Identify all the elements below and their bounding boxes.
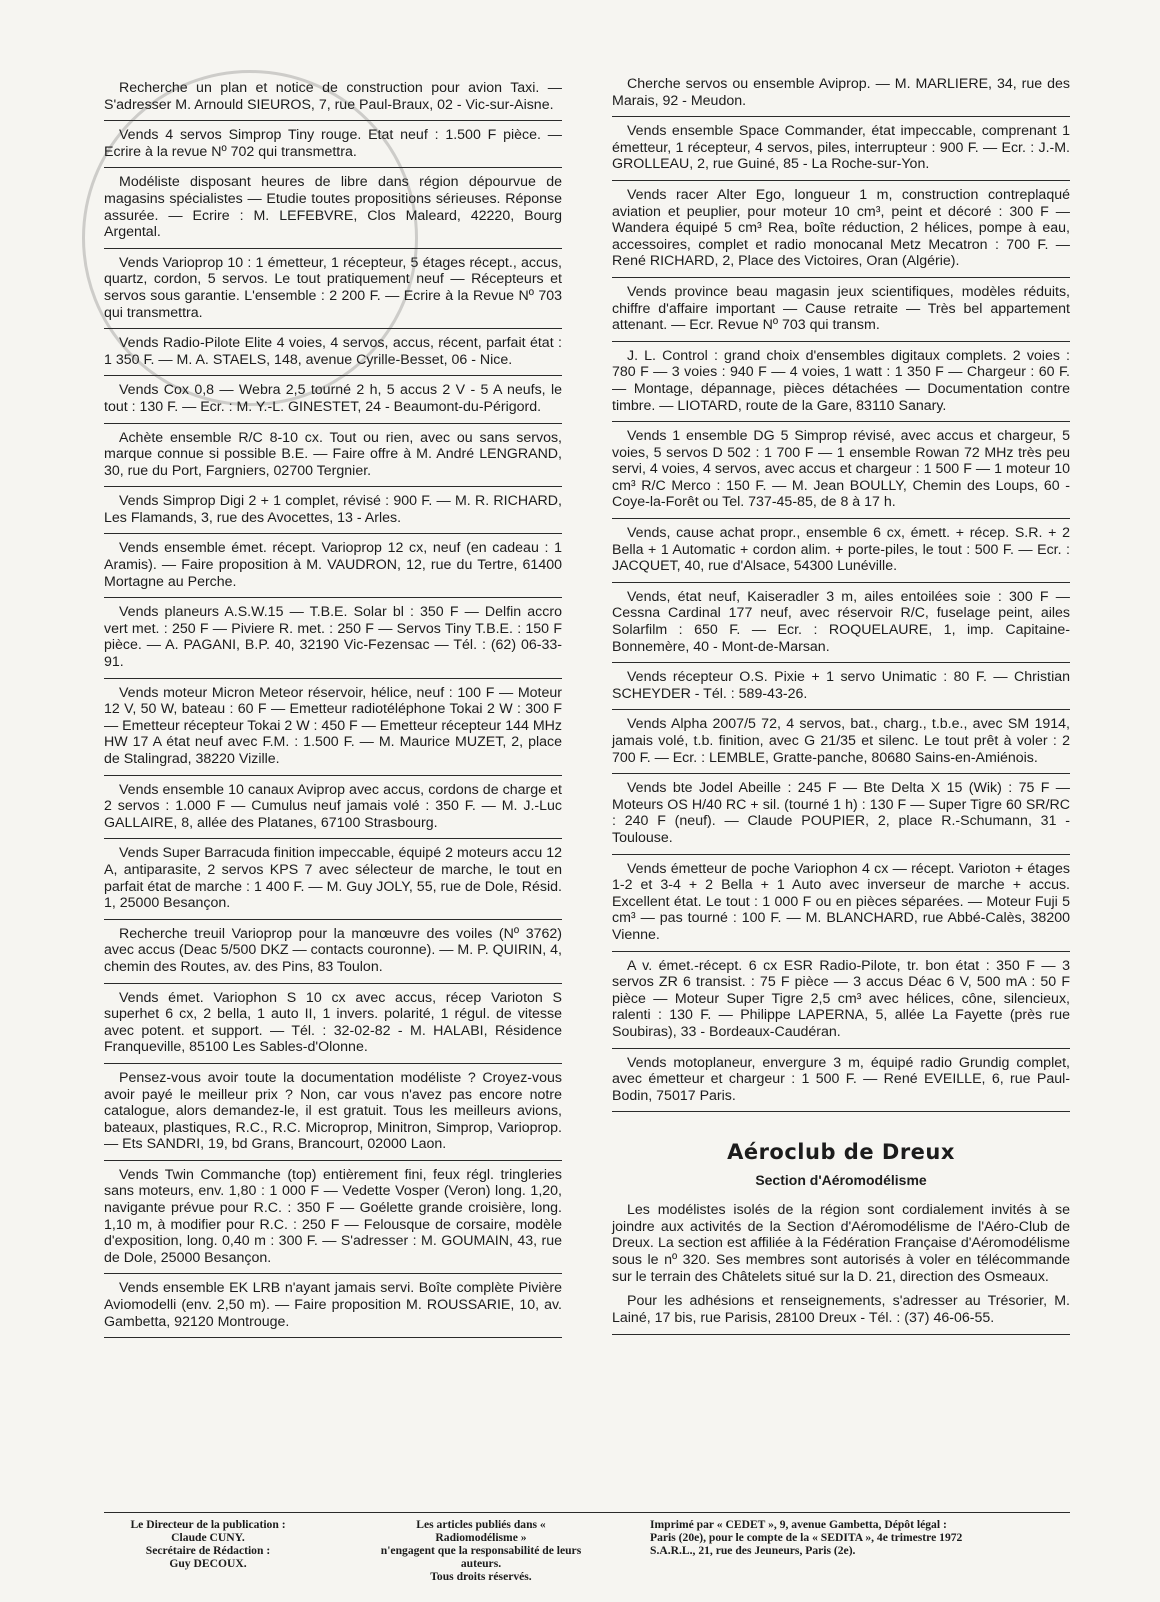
classified-ad: Vends ensemble émet. récept. Varioprop 12 cx, neuf (en cadeau : 1 Aramis). — Faire proposition à M. VAUDRON, 12, rue du Tertre, 61400 Mortagne au Perche. — [104, 534, 562, 598]
classified-ad: Vends émet. Variophon S 10 cx avec accus, récep Varioton S superhet 6 cx, 2 bella, 1 auto II, 1 invers. polarité, 1 régul. de vitesse avec potent. et support. — Tél. : 32-02-82 - M. HALABI, Résidence Franqueville, 85100 Les Sables-d'Olonne. — [104, 984, 562, 1064]
classified-ad: Vends ensemble Space Commander, état impeccable, comprenant 1 émetteur, 1 récepteur, 4 servos, piles, interrupteur : 900 F. — Ecr. : J.-M. GROLLEAU, 2, rue Guiné, 85 - La Roche-sur-Yon. — [612, 117, 1070, 181]
footer-printer: Imprimé par « CEDET », 9, avenue Gambetta, Dépôt légal : Paris (20e), pour le compte de la « SEDITA », 4e trimestre 1972 S.A.R.L., 21, rue des Jeuneurs, Paris (2e). — [650, 1518, 963, 1557]
left-column — [104, 70, 562, 1338]
aeroclub-title: Aéroclub de Dreux — [727, 1140, 955, 1165]
classified-ad: Vends ensemble EK LRB n'ayant jamais servi. Boîte complète Pivière Aviomodelli (env. 2,50 m). — Faire proposition M. ROUSSARIE, 10, av. Gambetta, 92120 Montrouge. — [104, 1274, 562, 1338]
page-footer — [104, 1518, 1070, 1583]
classified-ad: Vends racer Alter Ego, longueur 1 m, construction contreplaqué aviation et peuplier, pour moteur 10 cm³, peint et décoré : 300 F — Wandera équipé 5 cm³ Rea, boîte réduction, 2 hélices, pompe à eau, accessoires, complet et radio monocanal Metz Mecatron : 700 F. — René RICHARD, 2, Place des Victoires, Oran (Algérie). — [612, 181, 1070, 278]
footer-director: Le Directeur de la publication : Claude CUNY. Secrétaire de Rédaction : Guy DECOUX. — [130, 1518, 286, 1570]
classified-ad: Vends Twin Commanche (top) entièrement fini, feux régl. tringleries sans moteurs, env. 1,80 : 1 000 F — Vedette Vosper (Veron) long. 1,20, navigante prévue pour R.C. : 350 F — Goélette grande croisière, long. 1,10 m, à modifier pour R.C. : 250 F — Felousque de corsaire, modèle d'exposition, long. 0,40 m : 300 F. — S'adresser : M. GOUMAIN, 43, rue de Dole, 25000 Besançon. — [104, 1161, 562, 1275]
classified-ad: Vends 4 servos Simprop Tiny rouge. Etat neuf : 1.500 F pièce. — Ecrire à la revue Nº 702 qui transmettra. — [104, 121, 562, 168]
classified-ad: Vends moteur Micron Meteor réservoir, hélice, neuf : 100 F — Moteur 12 V, 50 W, bateau : 60 F — Emetteur radiotéléphone Tokai 2 W : 300 F — Emetteur récepteur Tokai 2 W : 450 F — Emetteur récepteur 144 MHz HW 17 A état neuf avec F.M. : 1.500 F. — M. Maurice MUZET, 2, place de Stalingrad, 38220 Vizille. — [104, 679, 562, 776]
classified-ad: A v. émet.-récept. 6 cx ESR Radio-Pilote, tr. bon état : 350 F — 3 servos ZR 6 transist. : 75 F pièce — 3 accus Déac 6 V, 500 mA : 50 F pièce — Moteur Super Tigre 2,5 cm³ avec hélices, cône, silencieux, ralenti : 130 F. — Philippe LAPERNA, 5, allée La Fayette (près rue Soubiras), 33 - Bordeaux-Caudéran. — [612, 952, 1070, 1049]
classified-ad: Vends récepteur O.S. Pixie + 1 servo Unimatic : 80 F. — Christian SCHEYDER - Tél. : 589-43-26. — [612, 663, 1070, 710]
classified-ad: Vends Varioprop 10 : 1 émetteur, 1 récepteur, 5 étages récept., accus, quartz, cordon, 5 servos. Le tout pratiquement neuf — Récepteurs et servos sous garantie. L'ensemble : 2 200 F. — Ecrire à la Revue Nº 703 qui transmettra. — [104, 249, 562, 329]
classified-ad: Recherche un plan et notice de construction pour avion Taxi. — S'adresser M. Arnould SIEUROS, 7, rue Paul-Braux, 02 - Vic-sur-Aisne. — [104, 70, 562, 121]
footer-rights: Les articles publiés dans « Radiomodélisme » n'engagent que la responsabilité de leurs auteurs. Tous droits réservés. — [380, 1518, 582, 1583]
classified-ad: Achète ensemble R/C 8-10 cx. Tout ou rien, avec ou sans servos, marque connue si possible B.E. — Faire offre à M. André LENGRAND, 30, rue du Port, Fargniers, 02700 Tergnier. — [104, 424, 562, 488]
classified-ad: Vends Simprop Digi 2 + 1 complet, révisé : 900 F. — M. R. RICHARD, Les Flamands, 3, rue des Avocettes, 13 - Arles. — [104, 487, 562, 534]
classified-ad: Vends bte Jodel Abeille : 245 F — Bte Delta X 15 (Wik) : 75 F — Moteurs OS H/40 RC + sil. (tourné 1 h) : 130 F — Super Tigre 60 SR/RC : 240 F (neuf). — Claude POUPIER, 2, place R.-Schumann, 31 - Toulouse. — [612, 774, 1070, 854]
classified-ad: Vends Cox 0,8 — Webra 2,5 tourné 2 h, 5 accus 2 V - 5 A neufs, le tout : 130 F. — Ecr. : M. Y.-L. GINESTET, 24 - Beaumont-du-Périgord. — [104, 376, 562, 423]
classified-ad: Recherche treuil Varioprop pour la manœuvre des voiles (Nº 3762) avec accus (Deac 5/500 DKZ — contacts couronne). — M. P. QUIRIN, 4, chemin des Routes, av. des Pins, 83 Toulon. — [104, 920, 562, 984]
classified-ad: Pensez-vous avoir toute la documentation modéliste ? Croyez-vous avoir payé le meilleur prix ? Non, car vous n'avez pas encore notre catalogue, alors demandez-le, il est gratuit. Tous les meilleurs avions, bateaux, plastiques, R.C., R.C. Microprop, Minitron, Simprop, Varioprop. — Ets SANDRI, 19, bd Grans, Brancourt, 02000 Laon. — [104, 1064, 562, 1161]
classified-ad: Modéliste disposant heures de libre dans région dépourvue de magasins spécialistes — Etudie toutes propositions sérieuses. Réponse assurée. — Ecrire : M. LEFEBVRE, Clos Maleard, 42220, Bourg Argental. — [104, 168, 562, 248]
classified-ad: Vends 1 ensemble DG 5 Simprop révisé, avec accus et chargeur, 5 voies, 5 servos D 502 : 1 700 F — 1 ensemble Rowan 72 MHz très peu servi, 4 voies, 4 servos, avec accus et chargeur : 1 500 F — 1 moteur 10 cm³ R/C Merco : 150 F. — M. Jean BOULLY, Chemin des Loups, 60 - Coye-la-Forêt ou Tel. 737-45-85, de 8 à 17 h. — [612, 422, 1070, 519]
right-column — [612, 70, 1070, 1335]
classified-ad: Vends motoplaneur, envergure 3 m, équipé radio Grundig complet, avec émetteur et chargeur : 1 500 F. — René EVEILLE, 6, rue Paul-Bodin, 75017 Paris. — [612, 1049, 1070, 1113]
divider — [612, 1334, 1070, 1335]
classified-ad: Vends émetteur de poche Variophon 4 cx — récept. Varioton + étages 1-2 et 3-4 + 2 Bella + 1 Auto avec inverseur de marche + accus. Excellent état. Le tout : 1 000 F ou en pièces séparées. — Moteur Fuji 5 cm³ — pas tourné : 100 F. — M. BLANCHARD, rue Abbé-Calès, 38200 Vienne. — [612, 855, 1070, 952]
aeroclub-section — [612, 1140, 1070, 1335]
aeroclub-subtitle: Section d'Aéromodélisme — [755, 1172, 927, 1189]
classified-ad: Vends, état neuf, Kaiseradler 3 m, ailes entoilées soie : 300 F — Cessna Cardinal 177 neuf, avec réservoir R/C, fuselage peint, ailes Solarfilm : 650 F. — Ecr. : ROQUELAURE, 1, imp. Capitaine-Bonnemère, 40 - Mont-de-Marsan. — [612, 583, 1070, 663]
classified-ad: Cherche servos ou ensemble Aviprop. — M. MARLIERE, 34, rue des Marais, 92 - Meudon. — [612, 70, 1070, 117]
classified-ad: Vends ensemble 10 canaux Aviprop avec accus, cordons de charge et 2 servos : 1.000 F — Cumulus neuf jamais volé : 350 F. — M. J.-Luc GALLAIRE, 8, allée des Platanes, 67100 Strasbourg. — [104, 776, 562, 840]
classified-ad: J. L. Control : grand choix d'ensembles digitaux complets. 2 voies : 780 F — 3 voies : 940 F — 4 voies, 1 watt : 1 350 F — Chargeur : 60 F. — Montage, dépannage, pièces détachées — Documentation contre timbre. — LIOTARD, route de la Gare, 83110 Sanary. — [612, 342, 1070, 422]
classified-ad: Vends planeurs A.S.W.15 — T.B.E. Solar bl : 350 F — Delfin accro vert met. : 250 F — Piviere R. met. : 250 F — Servos Tiny T.B.E. : 150 F pièce. — A. PAGANI, B.P. 40, 32190 Vic-Fezensac — Tél. : (62) 06-33-91. — [104, 598, 562, 678]
footer-divider — [104, 1512, 1070, 1513]
classified-ad: Vends, cause achat propr., ensemble 6 cx, émett. + récep. S.R. + 2 Bella + 1 Automatic + cordon alim. + porte-piles, le tout : 500 F. — Ecr. : JACQUET, 40, rue d'Alsace, 54300 Lunéville. — [612, 519, 1070, 583]
classified-ad: Vends province beau magasin jeux scientifiques, modèles réduits, chiffre d'affaire important — Cause retraite — Très bel appartement attenant. — Ecr. Revue Nº 703 qui transm. — [612, 278, 1070, 342]
classified-ad: Vends Super Barracuda finition impeccable, équipé 2 moteurs accu 12 A, antiparasite, 2 servos KPS 7 avec sélecteur de marche, le tout en parfait état de marche : 1 400 F. — M. Guy JOLY, 55, rue de Dole, Résid. 1, 25000 Besançon. — [104, 839, 562, 919]
classified-ad: Vends Alpha 2007/5 72, 4 servos, bat., charg., t.b.e., avec SM 1914, jamais volé, t.b. finition, avec G 21/35 et silenc. Le tout prêt à voler : 2 700 F. — Ecr. : LEMBLE, Gratte-panche, 80680 Sains-en-Amiénois. — [612, 710, 1070, 774]
aeroclub-contact: Pour les adhésions et renseignements, s'adresser au Trésorier, M. Lainé, 17 bis, rue Parisis, 28100 Dreux - Tél. : (37) 46-06-55. — [612, 1293, 1070, 1326]
classified-ad: Vends Radio-Pilote Elite 4 voies, 4 servos, accus, récent, parfait état : 1 350 F. — M. A. STAELS, 148, avenue Cyrille-Besset, 06 - Nice. — [104, 329, 562, 376]
aeroclub-paragraph: Les modélistes isolés de la région sont cordialement invités à se joindre aux activités de la Section d'Aéromodélisme de l'Aéro-Club de Dreux. La section est affiliée à la Fédération Française d'Aéromodélisme sous le nº 320. Ses membres sont autorisés à voler en télécommande sur le terrain des Châtelets situé sur la D. 21, direction des Osmeaux. — [612, 1202, 1070, 1285]
